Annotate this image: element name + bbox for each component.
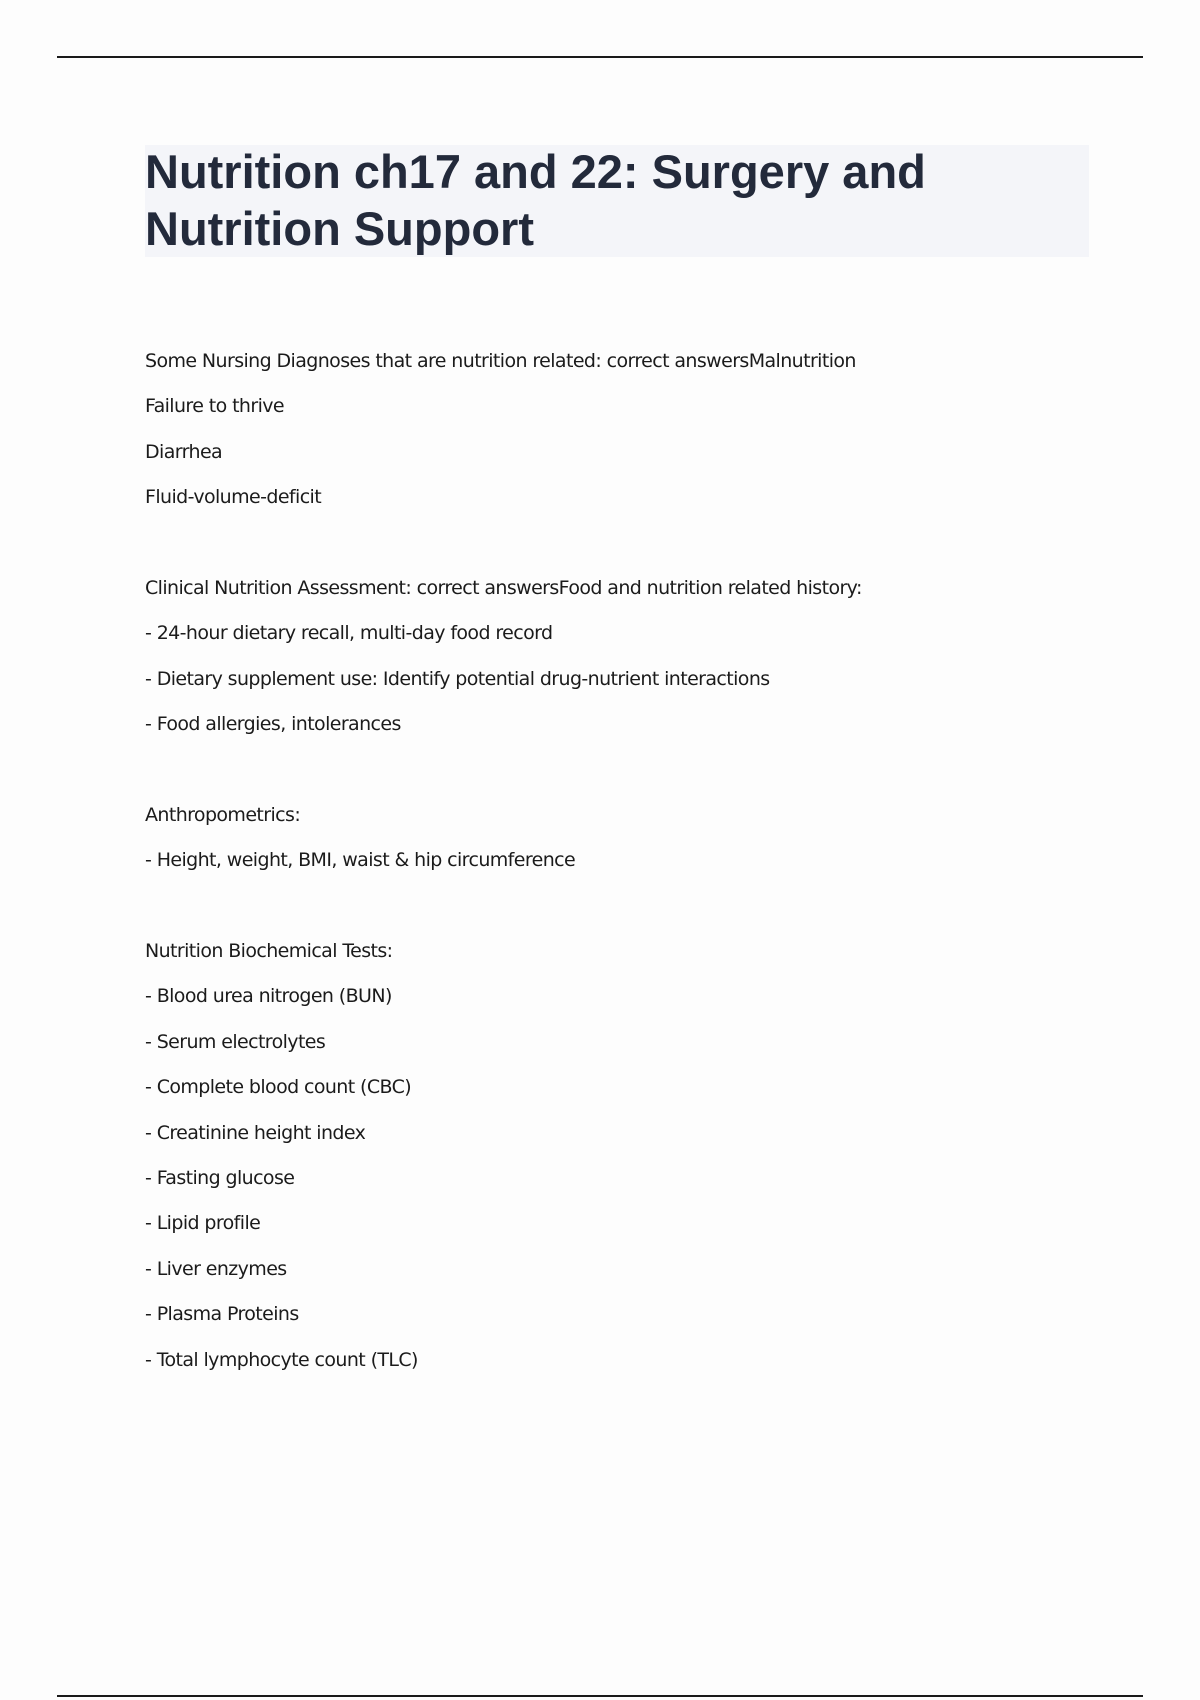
text-line: Clinical Nutrition Assessment: correct answersFood and nutrition related history: xyxy=(145,576,862,599)
section-spacer xyxy=(145,754,1095,799)
page-bottom-rule xyxy=(57,1695,1143,1697)
section-biochemical-tests xyxy=(145,935,1095,1389)
section-clinical-assessment xyxy=(145,572,1095,754)
section-spacer xyxy=(145,890,1095,935)
text-line: - Complete blood count (CBC) xyxy=(145,1076,412,1099)
text-line: - Dietary supplement use: Identify potential drug-nutrient interactions xyxy=(145,667,770,690)
text-line: - Fasting glucose xyxy=(145,1167,295,1190)
page-title: Nutrition ch17 and 22: Surgery and Nutrition Support xyxy=(145,145,926,255)
text-line: - Serum electrolytes xyxy=(145,1030,326,1053)
text-line: - Height, weight, BMI, waist & hip circumference xyxy=(145,849,576,872)
text-line: - Plasma Proteins xyxy=(145,1303,299,1326)
text-line: Anthropometrics: xyxy=(145,803,301,826)
text-line: - 24-hour dietary recall, multi-day food record xyxy=(145,622,553,645)
document-body xyxy=(145,345,1095,1389)
text-line: - Food allergies, intolerances xyxy=(145,713,401,736)
text-line: - Creatinine height index xyxy=(145,1121,366,1144)
section-spacer xyxy=(145,527,1095,572)
text-line: Fluid-volume-deficit xyxy=(145,486,322,509)
section-nursing-diagnoses xyxy=(145,345,1095,527)
text-line: Nutrition Biochemical Tests: xyxy=(145,940,393,963)
text-line: - Blood urea nitrogen (BUN) xyxy=(145,985,392,1008)
page-top-rule xyxy=(57,56,1143,58)
text-line: Failure to thrive xyxy=(145,395,284,418)
text-line: - Liver enzymes xyxy=(145,1257,287,1280)
text-line: - Total lymphocyte count (TLC) xyxy=(145,1348,418,1371)
text-line: Diarrhea xyxy=(145,440,223,463)
text-line: Some Nursing Diagnoses that are nutrition related: correct answersMalnutrition xyxy=(145,350,856,372)
text-line: - Lipid profile xyxy=(145,1212,261,1235)
section-anthropometrics xyxy=(145,799,1095,890)
